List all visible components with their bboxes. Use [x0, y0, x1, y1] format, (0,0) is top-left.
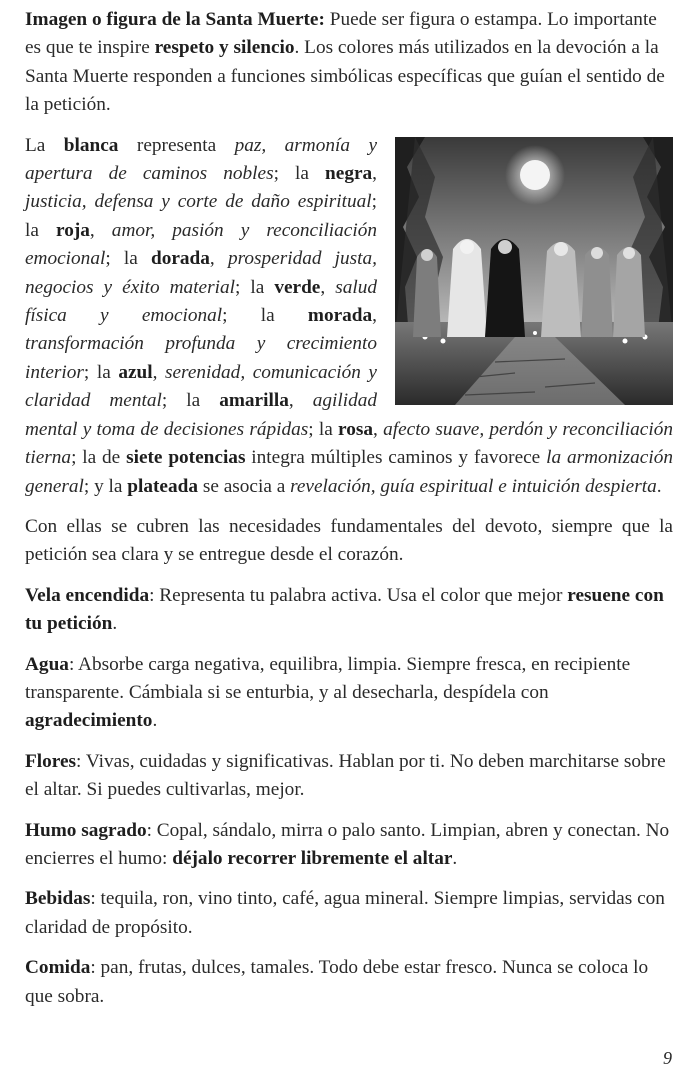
item-agua: Agua: Absorbe carga negativa, equilibra, limpia. Siempre fresca, en recipiente transparente. Cámbiala si se enturbia, y al desecharla, despídela con agradecimiento. [25, 653, 631, 732]
intro-paragraph: Imagen o figura de la Santa Muerte: Puede ser figura o estampa. Lo importante es que te inspire respeto y silencio. Los colores más utilizados en la devoción a la Santa Muerte responden a funciones simbólicas específicas que guían el sentido de la petición. [25, 9, 665, 116]
item-humo: Humo sagrado: Copal, sándalo, mirra o palo santo. Limpian, abren y conectan. No encierres el humo: déjalo recorrer libremente el altar. [25, 819, 670, 869]
colors-paragraph: La blanca representa paz, armonía y apertura de caminos nobles; la negra, justicia, defensa y corte de daño espiritual; la roja, amor, pasión y reconciliación emocional; la dorada, prosperidad justa, negocios y éxito material; la verde, salud física y emocional; la morada, transformación profunda y crecimiento interior; la azul, serenidad, comunicación y claridad mental; la amarilla, agilidad mental y toma de decisiones rápidas; la rosa, afecto suave, perdón y reconciliación tierna; la de siete potencias integra múltiples caminos y favorece la armonización general; y la plateada se asocia a revelación, guía espiritual e intuición despierta. [25, 134, 673, 497]
item-comida: Comida: pan, frutas, dulces, tamales. Todo debe estar fresco. Nunca se coloca lo que sobra. [25, 957, 649, 1007]
page-number: 9 [663, 1048, 672, 1068]
item-bebidas: Bebidas: tequila, ron, vino tinto, café, agua mineral. Siempre limpias, servidas con claridad de propósito. [25, 888, 665, 938]
colors-section [25, 132, 673, 501]
item-flores: Flores: Vivas, cuidadas y significativas. Hablan por ti. No deben marchitarse sobre el altar. Si puedes cultivarlas, mejor. [25, 750, 666, 801]
page-content [25, 6, 673, 1023]
intro-lead: Imagen o figura de la Santa Muerte: [25, 9, 325, 30]
needs-paragraph: Con ellas se cubren las necesidades fundamentales del devoto, siempre que la petición sea clara y se entregue desde el corazón. [25, 515, 673, 566]
santa-muerte-figures-image [395, 137, 673, 405]
item-vela: Vela encendida: Representa tu palabra activa. Usa el color que mejor resuene con tu petición. [25, 584, 664, 635]
